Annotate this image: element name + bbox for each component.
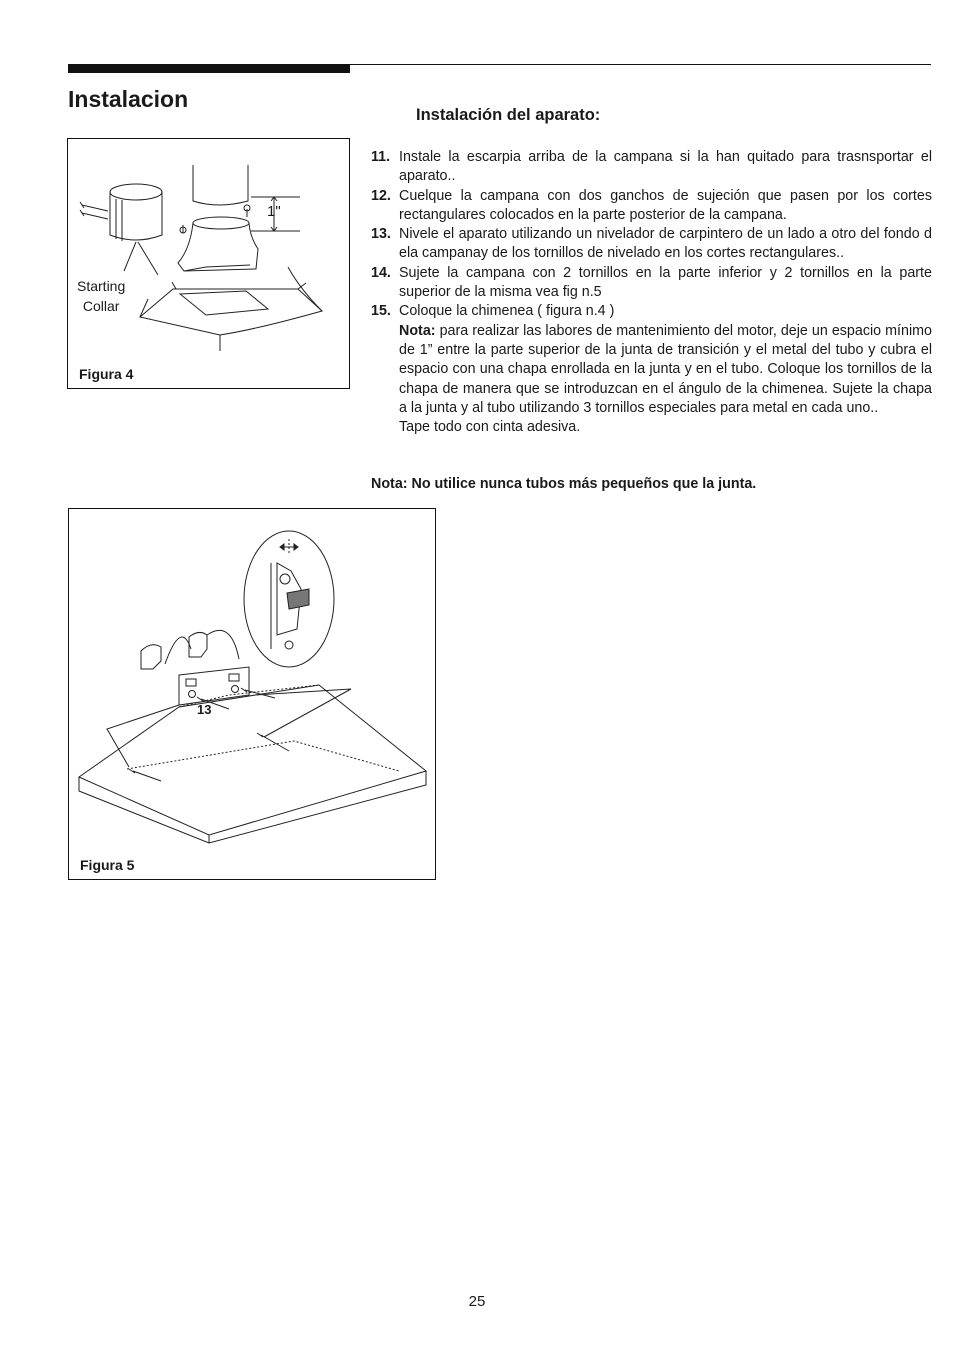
collar-label-line-2: Collar <box>82 298 120 314</box>
header-rule-thin <box>350 64 931 65</box>
callout-13-label: 13 <box>197 702 212 717</box>
step-15-body <box>399 302 932 437</box>
step-14 <box>371 264 932 303</box>
tape-text: Tape todo con cinta adesiva. <box>399 419 581 436</box>
instruction-steps <box>371 148 932 437</box>
step-11 <box>371 148 932 187</box>
step-number: 13. <box>371 226 391 243</box>
step-number: 11. <box>371 149 391 165</box>
nota-label: Nota: <box>399 322 436 339</box>
header-rule-thick <box>68 64 350 73</box>
step-15 <box>371 302 932 437</box>
figure-4-caption: Figura 4 <box>79 366 134 382</box>
step-number: 15. <box>371 303 391 320</box>
step-12 <box>371 187 932 226</box>
step-text: Nivele el aparato utilizando un nivelador de carpintero de un lado a otro del fondo d ela campanay de los tornillos de nivelado en los cortes rectangulares.. <box>399 226 932 262</box>
figure-5-illustration <box>69 509 435 879</box>
step-text: Cuelque la campana con dos ganchos de sujeción que pasen por los cortes rectangulares colocados en la parte posterior de la campana. <box>399 187 932 223</box>
nota-text: para realizar las labores de mantenimiento del motor, deje un espacio mínimo de 1” entre la parte superior de la junta de transición y el metal del tubo y cubra el espacio con una chapa enrollada en la junta y en el tubo. Coloque los tornillos de la chapa de manera que se introduzcan en el ángulo de la chimenea. Sujete la chapa a la junta y al tubo utilizando 3 tornillos especiales para metal en cada uno.. <box>399 322 932 416</box>
figure-5-caption: Figura 5 <box>80 857 135 873</box>
step-text: Coloque la chimenea ( figura n.4 ) <box>399 303 615 320</box>
page-number: 25 <box>468 1293 486 1310</box>
collar-label-line-1: Starting <box>77 278 126 294</box>
step-number: 14. <box>371 264 391 281</box>
step-number: 12. <box>371 187 391 204</box>
step-note <box>399 322 932 418</box>
step-text: Instale la escarpia arriba de la campana si la han quitado para trasnsportar el aparato.. <box>399 149 932 185</box>
step-13 <box>371 225 932 264</box>
section-heading: Instalación del aparato: <box>416 106 601 124</box>
page-title: Instalacion <box>68 86 189 112</box>
starting-collar-label <box>77 276 125 316</box>
figure-5 <box>68 508 436 880</box>
figure-4-illustration <box>68 139 349 388</box>
final-note: Nota: No utilice nunca tubos más pequeños que la junta. <box>371 476 757 492</box>
dimension-label: 1" <box>267 203 281 220</box>
step-text: Sujete la campana con 2 tornillos en la parte inferior y 2 tornillos en la parte superior de la misma vea fig n.5 <box>399 264 932 301</box>
figure-4 <box>67 138 350 389</box>
